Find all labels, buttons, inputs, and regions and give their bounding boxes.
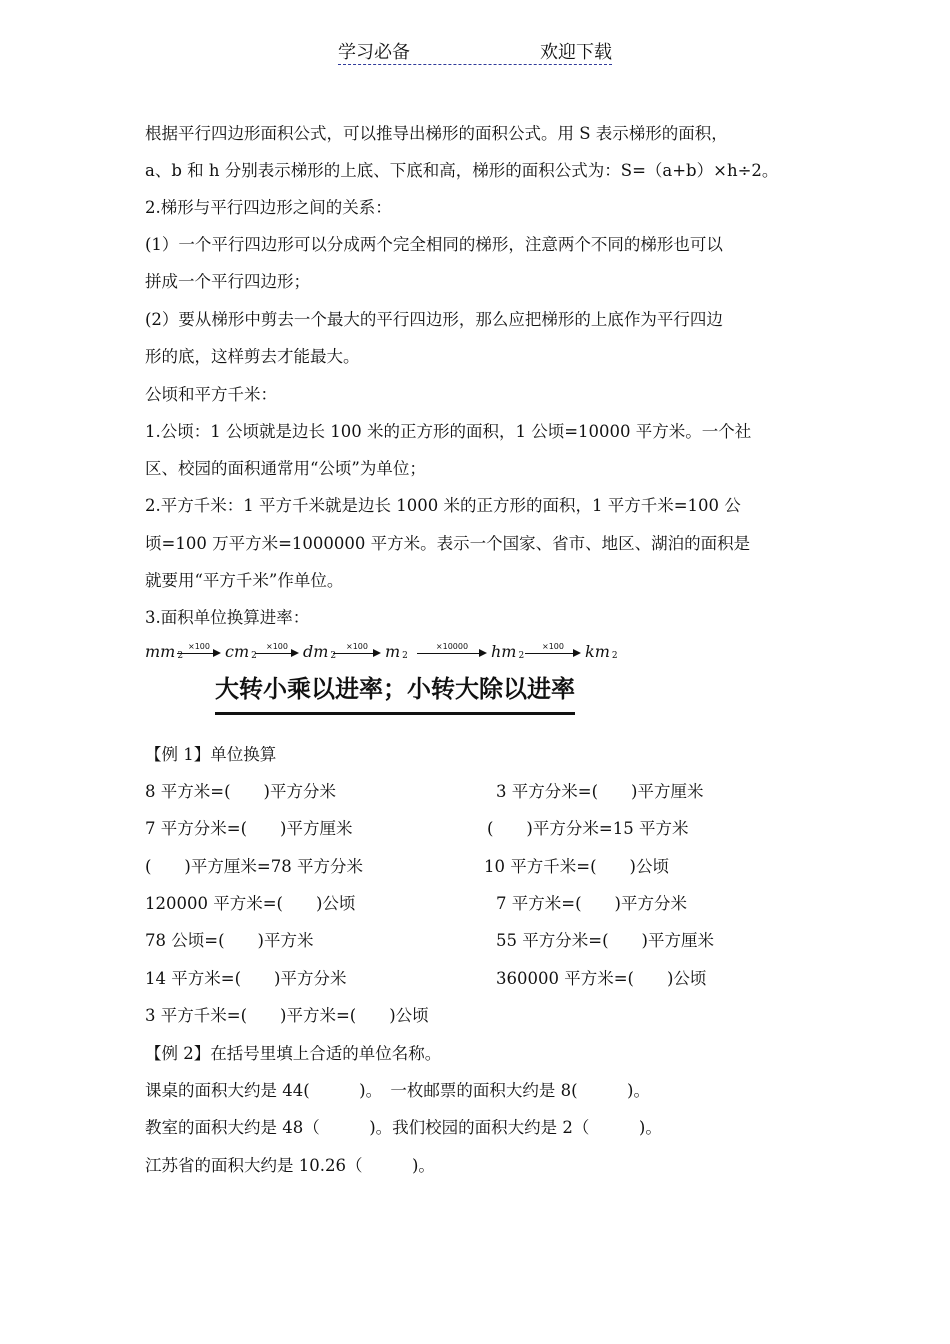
conversion-arrow: ×100 [333, 640, 381, 662]
example2-title: 【例 2】在括号里填上合适的单位名称。 [145, 1044, 442, 1063]
example1-right-item: 10 平方千米=( )公顷 [484, 857, 669, 876]
intro-line: 就要用“平方千米”作单位。 [145, 571, 344, 590]
example1-right-item: 3 平方分米=( )平方厘米 [496, 782, 704, 801]
example1-right-item: 360000 平方米=( )公顷 [496, 969, 707, 988]
intro-line: 公顷和平方千米： [145, 385, 277, 404]
example1-left-item: 78 公顷=( )平方米 [145, 931, 314, 950]
example1-left-item: 7 平方分米=( )平方厘米 [145, 819, 353, 838]
unit-cm: cm $^2$ [225, 642, 257, 661]
unit-hm: hm $^2$ [491, 642, 525, 661]
intro-line: 形的底，这样剪去才能最大。 [145, 347, 360, 366]
intro-line: 1.公顷：1 公顷就是边长 100 米的正方形的面积，1 公顷=10000 平方米。一个社 [145, 422, 752, 441]
intro-line: a、b 和 h 分别表示梯形的上底、下底和高，梯形的面积公式为：S=（a+b）×h÷2。 [145, 161, 779, 180]
unit-dm: dm $^2$ [303, 642, 337, 661]
example1-left-item: 3 平方千米=( )平方米=( )公顷 [145, 1006, 429, 1025]
example1-left-item: 8 平方米=( )平方分米 [145, 782, 336, 801]
header-right-text: 欢迎下载 [540, 42, 612, 63]
intro-line: (2）要从梯形中剪去一个最大的平行四边形，那么应把梯形的上底作为平行四边 [145, 310, 723, 329]
intro-line: 根据平行四边形面积公式，可以推导出梯形的面积公式。用 S 表示梯形的面积， [145, 124, 728, 143]
conversion-rule-slogan: 大转小乘以进率；小转大除以进率 [215, 672, 575, 715]
intro-line: 2.平方千米：1 平方千米就是边长 1000 米的正方形的面积，1 平方千米=100 公 [145, 496, 741, 515]
intro-line: 2.梯形与平行四边形之间的关系： [145, 198, 392, 217]
example1-left-item: 14 平方米=( )平方分米 [145, 969, 347, 988]
example1-left-item: 120000 平方米=( )公顷 [145, 894, 356, 913]
intro-line: 顷=100 万平方米=1000000 平方米。表示一个国家、省市、地区、湖泊的面积是 [145, 534, 751, 553]
conversion-arrow: ×100 [255, 640, 299, 662]
intro-line: 区、校园的面积通常用“公顷”为单位； [145, 459, 426, 478]
example1-right-item: 7 平方米=( )平方分米 [496, 894, 687, 913]
example1-left-item: ( )平方厘米=78 平方分米 [145, 857, 363, 876]
unit-conversion-chain [145, 640, 675, 666]
example2-line: 江苏省的面积大约是 10.26（ )。 [145, 1156, 435, 1175]
unit-km: km $^2$ [585, 642, 618, 661]
unit-mm: mm $^2$ [145, 642, 184, 661]
conversion-arrow: ×100 [177, 640, 221, 662]
example1-right-item: 55 平方分米=( )平方厘米 [496, 931, 714, 950]
page-header [338, 38, 612, 65]
example1-right-item: ( )平方分米=15 平方米 [487, 819, 689, 838]
unit-m: m $^2$ [385, 642, 408, 661]
intro-line: (1）一个平行四边形可以分成两个完全相同的梯形，注意两个不同的梯形也可以 [145, 235, 723, 254]
example2-line: 课桌的面积大约是 44( )。 一枚邮票的面积大约是 8( )。 [145, 1081, 650, 1100]
intro-line: 拼成一个平行四边形； [145, 272, 310, 291]
conversion-arrow: ×100 [525, 640, 581, 662]
example1-title: 【例 1】单位换算 [145, 745, 277, 764]
conversion-arrow: ×10000 [417, 640, 487, 662]
header-left-text: 学习必备 [338, 42, 410, 63]
intro-line: 3.面积单位换算进率： [145, 608, 310, 627]
example2-line: 教室的面积大约是 48（ )。我们校园的面积大约是 2（ )。 [145, 1118, 662, 1137]
